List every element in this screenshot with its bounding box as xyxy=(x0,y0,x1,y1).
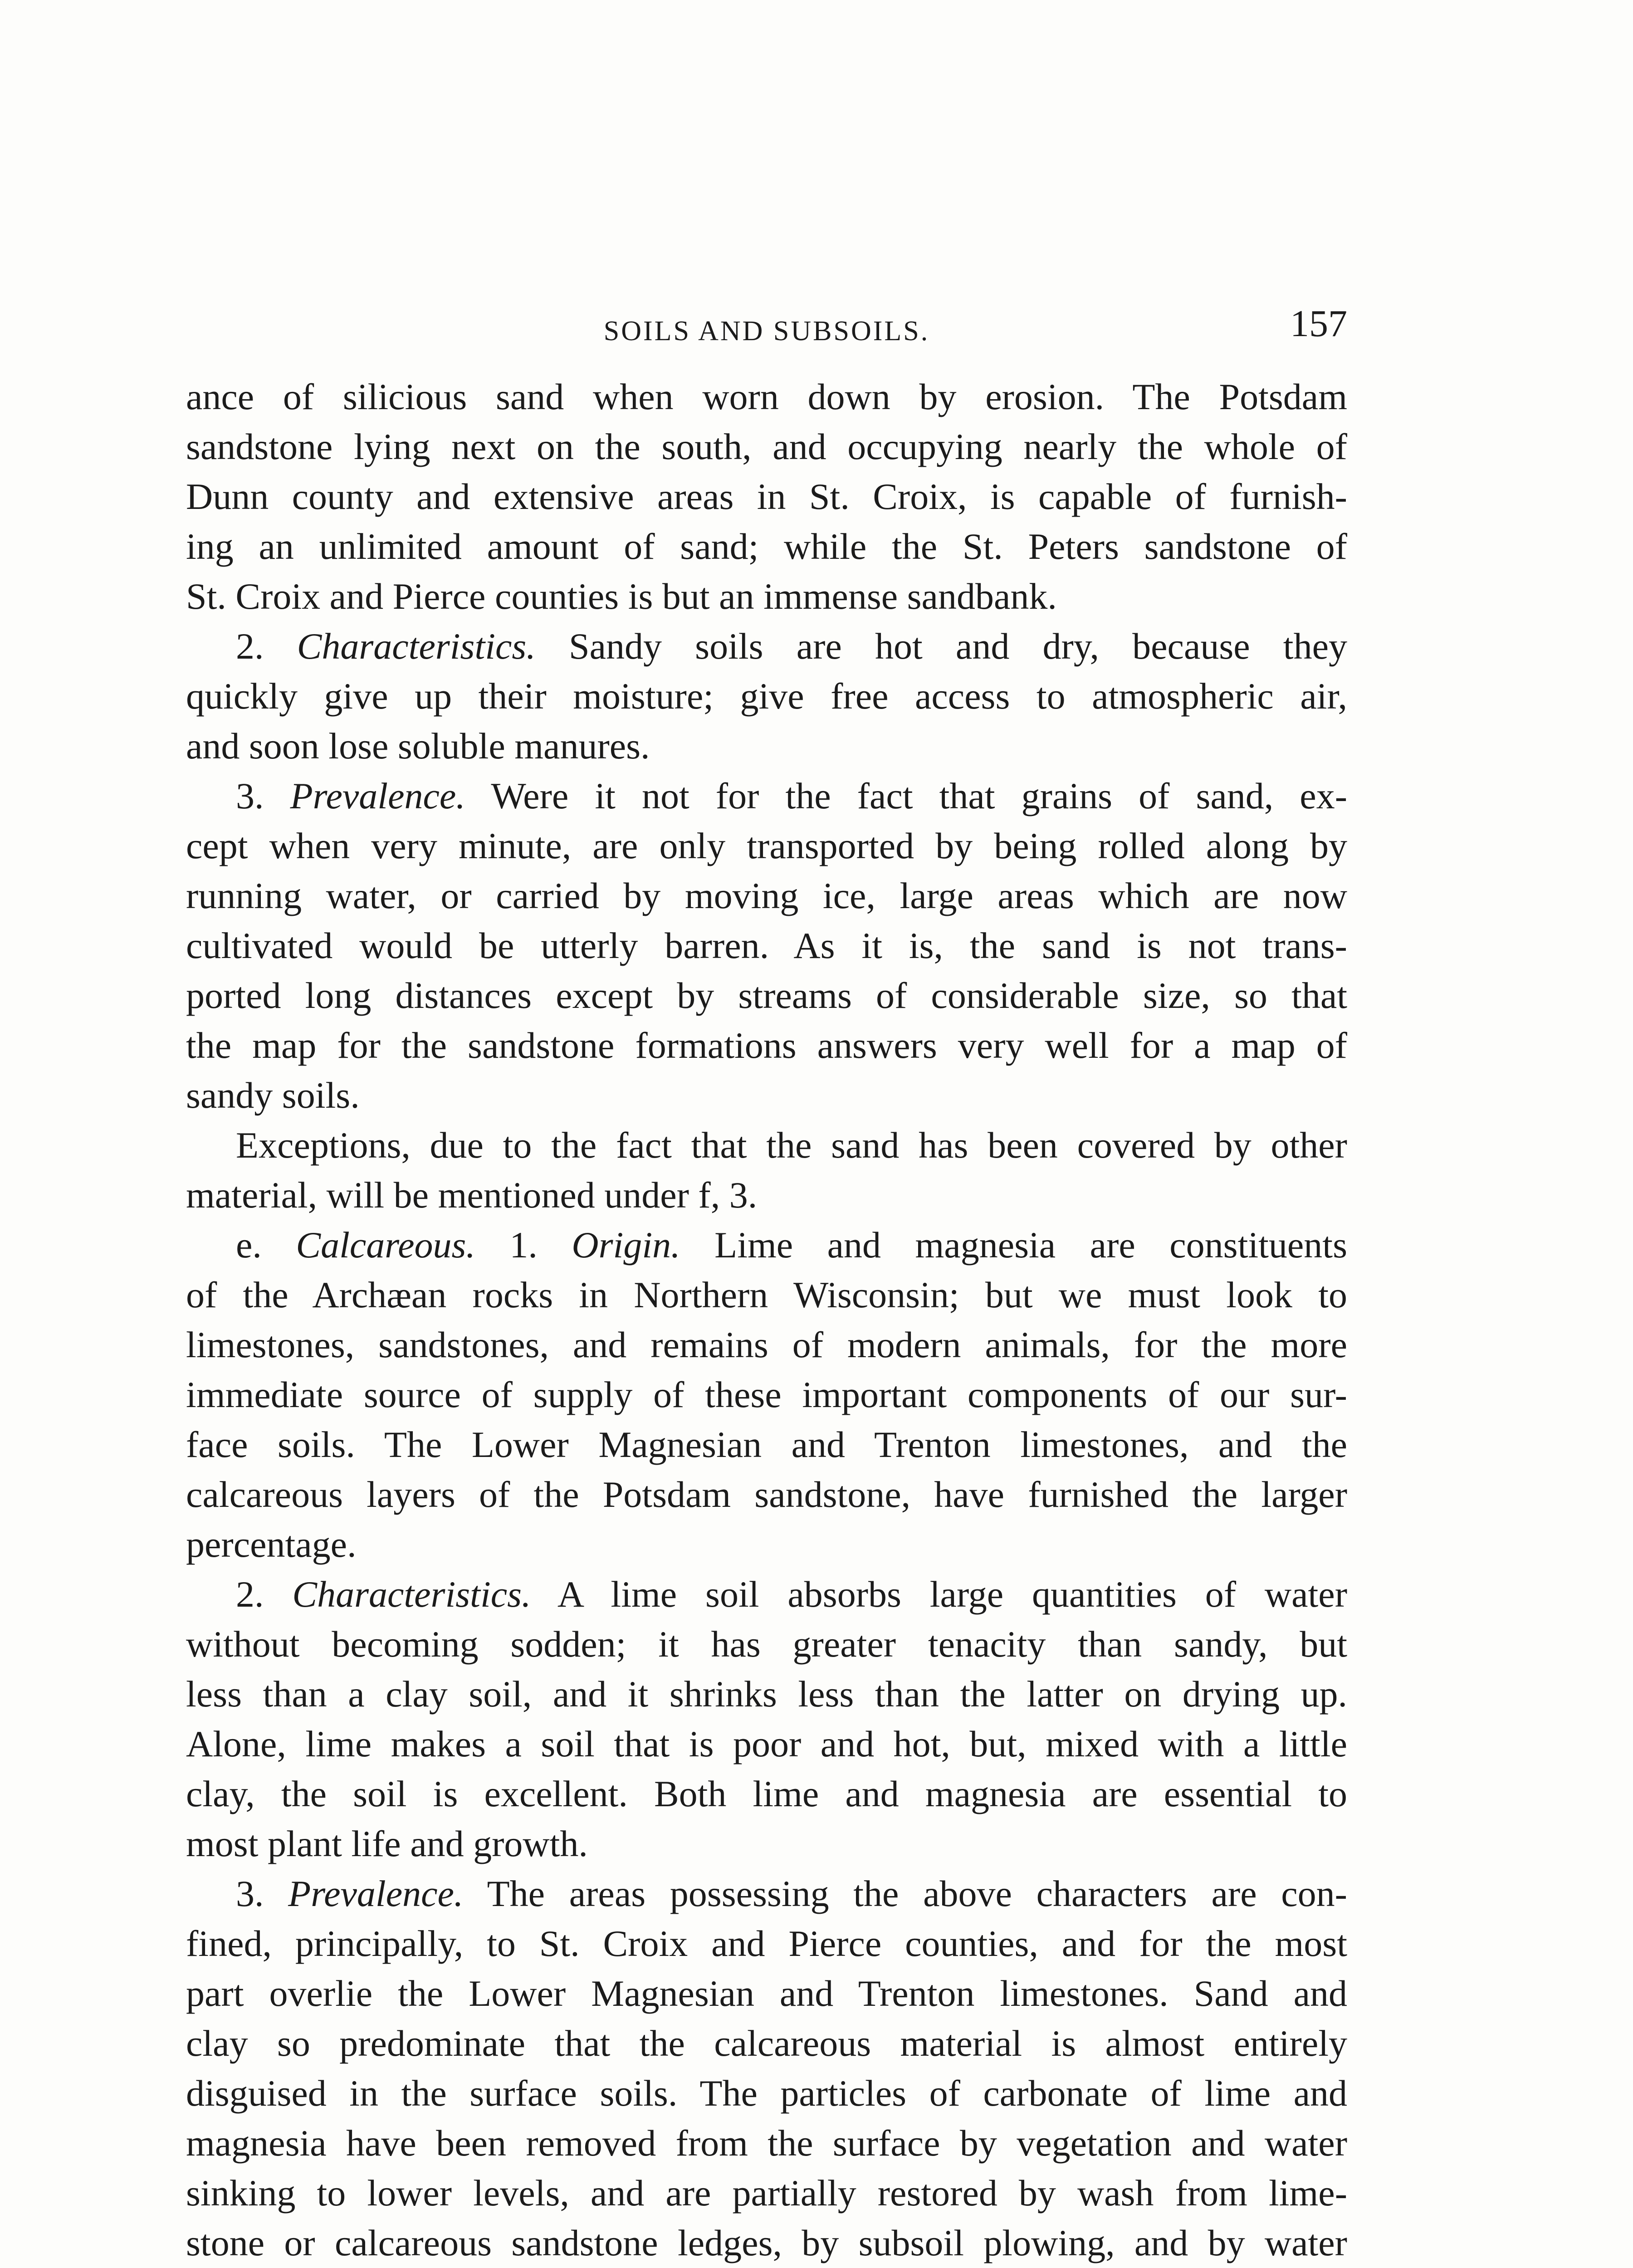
text-line xyxy=(186,1569,1347,1619)
text-line xyxy=(186,621,1347,671)
text-run: stone or calcareous sandstone ledges, by subsoil plowing, and by water xyxy=(186,2222,1347,2263)
text-line xyxy=(186,472,1347,522)
text-run: disguised in the surface soils. The particles of carbonate of lime and xyxy=(186,2072,1347,2114)
text-line xyxy=(186,1769,1347,1819)
text-run: percentage. xyxy=(186,1524,357,1565)
text-run: 2. xyxy=(236,626,297,667)
text-line xyxy=(186,771,1347,821)
text-line xyxy=(186,2168,1347,2218)
text-line xyxy=(186,1170,1347,1220)
text-run: ance of silicious sand when worn down by erosion. The Potsdam xyxy=(186,376,1347,417)
running-head: SOILS AND SUBSOILS. xyxy=(603,316,930,347)
text-run: Were it not for the fact that grains of sand, ex- xyxy=(465,775,1348,816)
text-line xyxy=(186,522,1347,572)
italic-run: Characteristics. xyxy=(292,1574,531,1615)
text-line xyxy=(186,1819,1347,1869)
text-line xyxy=(186,1619,1347,1669)
text-run: limestones, sandstones, and remains of modern animals, for the more xyxy=(186,1324,1347,1365)
text-run: material, will be mentioned under f, 3. xyxy=(186,1174,758,1216)
text-run: Alone, lime makes a soil that is poor and hot, but, mixed with a little xyxy=(186,1723,1347,1765)
text-run: fined, principally, to St. Croix and Pierce counties, and for the most xyxy=(186,1923,1347,1964)
italic-run: Origin. xyxy=(572,1224,680,1266)
text-run: sinking to lower levels, and are partially restored by wash from lime- xyxy=(186,2172,1347,2214)
text-run: St. Croix and Pierce counties is but an immense sandbank. xyxy=(186,576,1057,617)
text-run: 3. xyxy=(236,1873,288,1914)
text-run: running water, or carried by moving ice, large areas which are now xyxy=(186,875,1347,916)
text-line xyxy=(186,1919,1347,1969)
text-run: of the Archæan rocks in Northern Wisconsin; but we must look to xyxy=(186,1274,1347,1315)
text-line xyxy=(186,2019,1347,2068)
text-line xyxy=(186,971,1347,1021)
text-run: 2. xyxy=(236,1574,293,1615)
text-line xyxy=(186,1120,1347,1170)
text-run: less than a clay soil, and it shrinks less than the latter on drying up. xyxy=(186,1673,1347,1715)
text-line xyxy=(186,1370,1347,1420)
text-run: Sandy soils are hot and dry, because they xyxy=(535,626,1347,667)
text-run: calcareous layers of the Potsdam sandstone, have furnished the larger xyxy=(186,1474,1347,1515)
text-line xyxy=(186,1220,1347,1270)
text-run: Exceptions, due to the fact that the sand has been covered by other xyxy=(236,1124,1347,1166)
text-run: face soils. The Lower Magnesian and Trenton limestones, and the xyxy=(186,1424,1347,1465)
text-run: magnesia have been removed from the surface by vegetation and water xyxy=(186,2122,1347,2164)
text-run: and soon lose soluble manures. xyxy=(186,725,650,767)
text-run: quickly give up their moisture; give free access to atmospheric air, xyxy=(186,675,1347,717)
italic-run: Characteristics. xyxy=(297,626,536,667)
text-run: immediate source of supply of these important components of our sur- xyxy=(186,1374,1347,1415)
text-run: The areas possessing the above characters are con- xyxy=(463,1873,1347,1914)
italic-run: Prevalence. xyxy=(288,1873,464,1914)
text-run: Lime and magnesia are constituents xyxy=(680,1224,1348,1266)
text-line xyxy=(186,1420,1347,1470)
text-line xyxy=(186,721,1347,771)
page-header xyxy=(186,302,1347,356)
text-run: A lime soil absorbs large quantities of water xyxy=(531,1574,1348,1615)
text-line xyxy=(186,1969,1347,2019)
text-line xyxy=(186,572,1347,621)
text-run: without becoming sodden; it has greater tenacity than sandy, but xyxy=(186,1623,1347,1665)
page-number: 157 xyxy=(1290,303,1347,345)
text-run: ing an unlimited amount of sand; while the St. Peters sandstone of xyxy=(186,526,1347,567)
text-line xyxy=(186,2218,1347,2268)
text-run: ported long distances except by streams of considerable size, so that xyxy=(186,975,1347,1016)
text-line xyxy=(186,2118,1347,2168)
text-run: e. xyxy=(236,1224,296,1266)
text-line xyxy=(186,1021,1347,1070)
text-run: 3. xyxy=(236,775,290,816)
text-run: sandy soils. xyxy=(186,1075,360,1116)
text-run: clay so predominate that the calcareous material is almost entirely xyxy=(186,2023,1347,2064)
text-line xyxy=(186,2068,1347,2118)
text-run: clay, the soil is excellent. Both lime and magnesia are essential to xyxy=(186,1773,1347,1814)
body-text xyxy=(186,372,1347,2268)
text-run: cultivated would be utterly barren. As it is, the sand is not trans- xyxy=(186,925,1347,966)
text-line xyxy=(186,921,1347,971)
text-run: Dunn county and extensive areas in St. Croix, is capable of furnish- xyxy=(186,476,1347,517)
text-line xyxy=(186,1869,1347,1919)
text-line xyxy=(186,372,1347,422)
text-run: sandstone lying next on the south, and occupying nearly the whole of xyxy=(186,426,1347,467)
text-line xyxy=(186,1320,1347,1370)
text-run: the map for the sandstone formations answers very well for a map of xyxy=(186,1025,1347,1066)
text-line xyxy=(186,422,1347,472)
text-run: 1. xyxy=(475,1224,572,1266)
text-line xyxy=(186,1270,1347,1320)
text-line xyxy=(186,1669,1347,1719)
text-line xyxy=(186,821,1347,871)
text-run: part overlie the Lower Magnesian and Trenton limestones. Sand and xyxy=(186,1973,1347,2014)
text-line xyxy=(186,1070,1347,1120)
italic-run: Prevalence. xyxy=(290,775,465,816)
text-run: cept when very minute, are only transported by being rolled along by xyxy=(186,825,1347,866)
text-run: most plant life and growth. xyxy=(186,1823,588,1864)
italic-run: Calcareous. xyxy=(296,1224,475,1266)
text-line xyxy=(186,671,1347,721)
text-line xyxy=(186,1520,1347,1569)
text-line xyxy=(186,1719,1347,1769)
text-line xyxy=(186,1470,1347,1520)
text-line xyxy=(186,871,1347,921)
